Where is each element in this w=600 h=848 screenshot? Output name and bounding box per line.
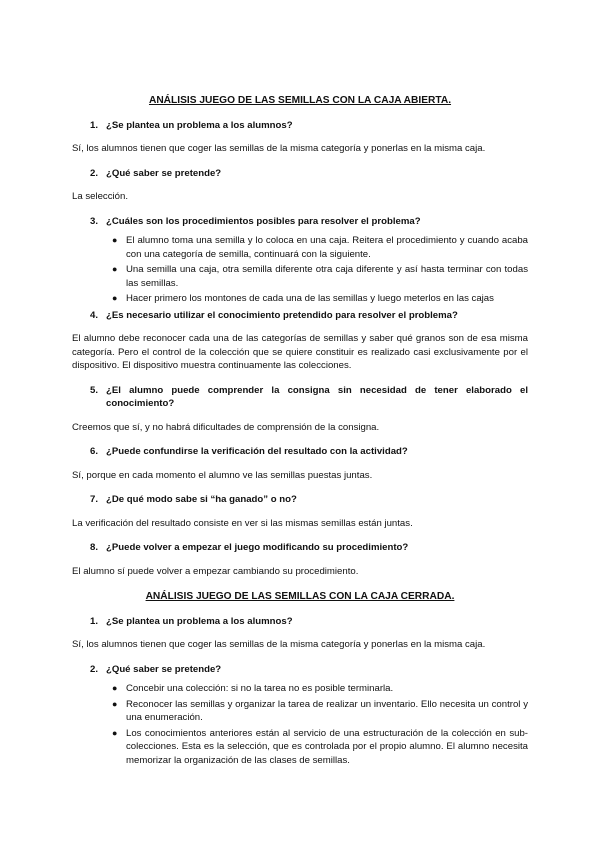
question-7 — [72, 493, 528, 507]
question-text: ¿De qué modo sabe si “ha ganado” o no? — [106, 494, 297, 505]
list-item-text: El alumno toma una semilla y lo coloca en una caja. Reitera el procedimiento y cuando acaba con una categoría de semilla, continuará con la siguiente. — [126, 235, 528, 260]
question-3 — [72, 215, 528, 229]
list-item — [112, 263, 528, 290]
section-title: ANÁLISIS JUEGO DE LAS SEMILLAS CON LA CAJA ABIERTA. — [148, 95, 452, 106]
bullet-icon: ● — [112, 698, 118, 709]
answer-1: Sí, los alumnos tienen que coger las semillas de la misma categoría y ponerlas en la misma caja. — [72, 143, 486, 154]
question-2 — [72, 167, 528, 181]
question-number: 6. — [89, 446, 98, 457]
section-open-box — [72, 94, 528, 578]
bullet-icon: ● — [112, 683, 118, 693]
question-6 — [72, 445, 528, 459]
answer-5: Creemos que sí, y no habrá dificultades de comprensión de la consigna. — [72, 421, 380, 433]
question-number: 3. — [89, 215, 98, 227]
question-1 — [72, 119, 528, 133]
question-text: ¿Cuáles son los procedimientos posibles para resolver el problema? — [106, 215, 421, 227]
question-number: 2. — [89, 663, 98, 675]
list-item-text: Hacer primero los montones de cada una de las semillas y luego meterlos en las cajas — [126, 293, 494, 304]
question-text: ¿Qué saber se pretende? — [106, 167, 222, 179]
bullet-icon: ● — [112, 235, 118, 245]
section-closed-box — [72, 590, 528, 767]
question-text: ¿Es necesario utilizar el conocimiento pretendido para resolver el problema? — [106, 309, 458, 321]
list-item — [112, 682, 528, 696]
list-item — [112, 698, 528, 725]
list-item-text: Concebir una colección: si no la tarea no es posible terminarla. — [126, 683, 394, 694]
question-number: 2. — [89, 167, 98, 179]
procedures-list — [72, 234, 528, 306]
question-text: ¿El alumno puede comprender la consigna sin necesidad de tener elaborado el conocimiento? — [106, 384, 528, 409]
question-number: 4. — [89, 309, 98, 321]
question-8 — [72, 541, 528, 555]
answer-8: El alumno sí puede volver a empezar cambiando su procedimiento. — [72, 565, 359, 577]
answer-4: El alumno debe reconocer cada una de las categorías de semillas y saber qué granos son de esa misma categoría. Pero el control de la colección que se quiere constituir es realizado casi exclusivamente por el dispositivo. El dispositivo muestra continuamente las colecciones. — [72, 333, 528, 371]
section-title: ANÁLISIS JUEGO DE LAS SEMILLAS CON LA CAJA CERRADA. — [145, 591, 455, 602]
question-2 — [72, 663, 528, 677]
bullet-icon: ● — [112, 264, 118, 274]
question-text: ¿Qué saber se pretende? — [106, 663, 222, 675]
knowledge-list — [72, 682, 528, 767]
question-text: ¿Puede volver a empezar el juego modificando su procedimiento? — [106, 542, 409, 553]
answer-7: La verificación del resultado consiste en ver si las mismas semillas están juntas. — [72, 517, 413, 529]
question-number: 8. — [89, 542, 98, 553]
question-text: ¿Se plantea un problema a los alumnos? — [106, 615, 293, 627]
question-number: 5. — [89, 384, 98, 396]
list-item-text: Una semilla una caja, otra semilla diferente otra caja diferente y así hasta terminar con todas las semillas. — [126, 264, 528, 289]
answer-2: La selección. — [72, 191, 128, 202]
question-5 — [72, 384, 528, 411]
answer-6: Sí, porque en cada momento el alumno ve las semillas puestas juntas. — [72, 469, 373, 481]
question-text: ¿Se plantea un problema a los alumnos? — [106, 119, 293, 131]
list-item — [112, 292, 528, 306]
question-number: 7. — [89, 494, 98, 505]
question-text: ¿Puede confundirse la verificación del resultado con la actividad? — [106, 446, 408, 457]
question-number: 1. — [89, 119, 98, 131]
bullet-icon: ● — [112, 727, 118, 738]
list-item — [112, 234, 528, 261]
list-item-text: Los conocimientos anteriores están al servicio de una estructuración de la colección en sub-colecciones. Esta es la selección, que es controlada por el propio alumno. El alumno necesita memorizar la organización de las clases de semillas. — [126, 727, 528, 766]
question-4 — [72, 309, 528, 323]
list-item-text: Reconocer las semillas y organizar la tarea de realizar un inventario. Ello necesita un control y una enumeración. — [126, 698, 528, 723]
list-item — [112, 727, 528, 768]
bullet-icon: ● — [112, 293, 118, 303]
answer-1: Sí, los alumnos tienen que coger las semillas de la misma categoría y ponerlas en la misma caja. — [72, 639, 486, 650]
question-number: 1. — [89, 615, 98, 627]
question-1 — [72, 615, 528, 629]
